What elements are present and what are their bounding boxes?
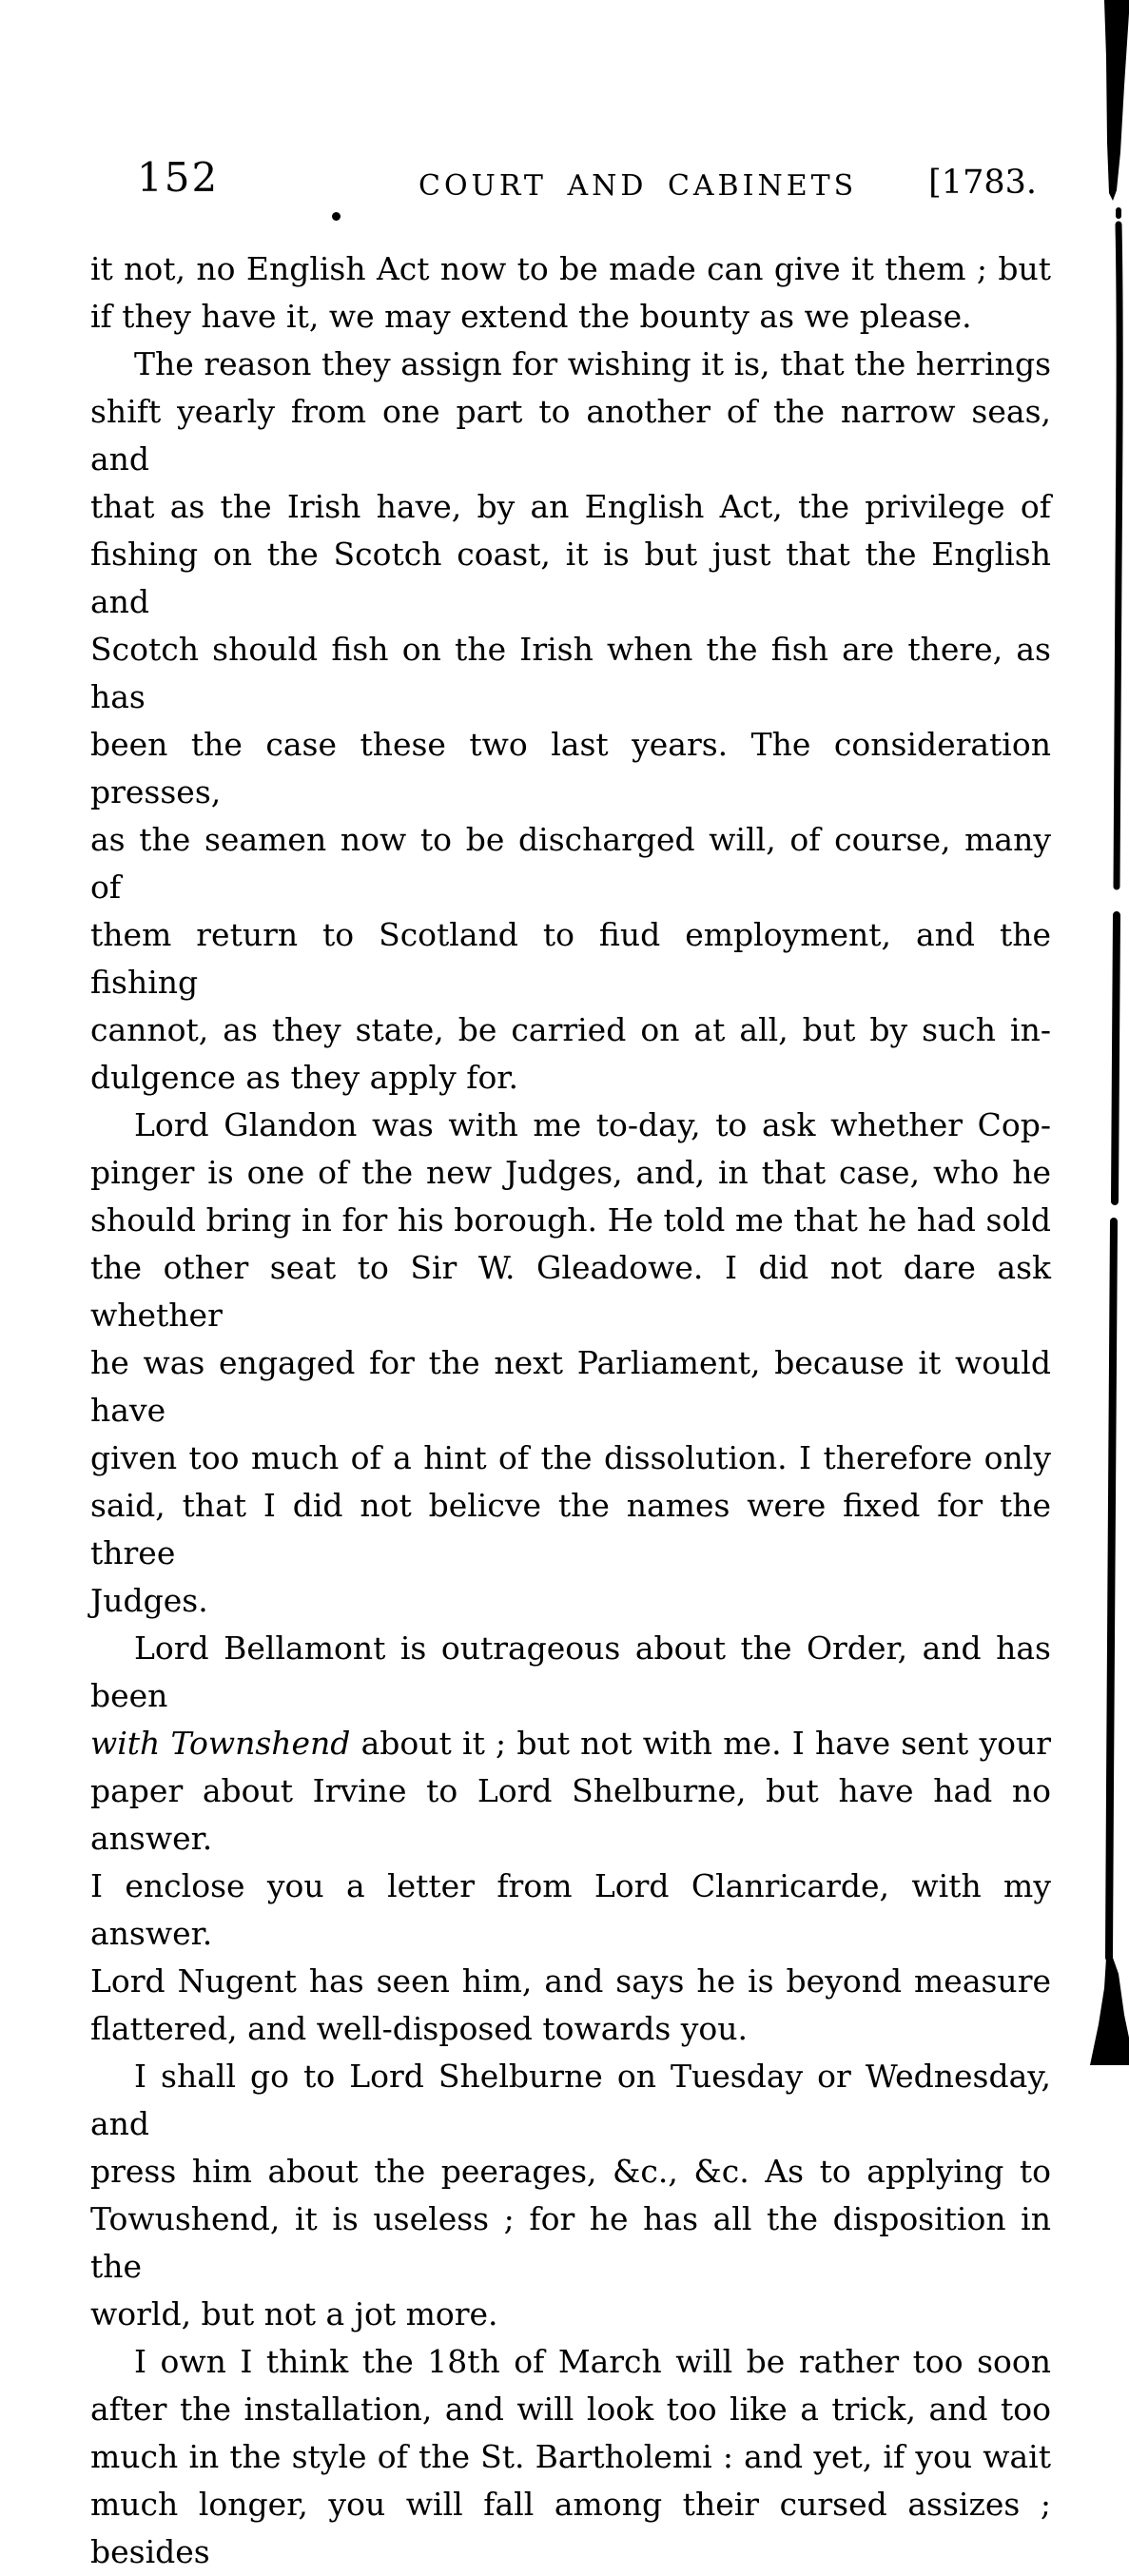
text-line: that as the Irish have, by an English Act, the privilege of — [90, 488, 1051, 525]
scan-ink-dash — [1116, 207, 1121, 219]
ink-speck — [332, 212, 341, 221]
scan-gutter-line-2 — [1115, 915, 1117, 1201]
text-line: dulgence as they apply for. — [90, 1059, 518, 1096]
text-line: cannot, as they state, be carried on at all, but by such in- — [90, 1011, 1051, 1048]
text-line: fishing on the Scotch coast, it is but just that the English and — [90, 536, 1051, 620]
text-line: as the seamen now to be discharged will, of course, many of — [90, 821, 1051, 906]
text-line: much longer, you will fall among their cursed assizes ; besides — [90, 2486, 1051, 2570]
text-line — [90, 1720, 1051, 1767]
text-line: the other seat to Sir W. Gleadowe. I did not dare ask whether — [90, 1249, 1051, 1334]
text-line: world, but not a jot more. — [90, 2295, 498, 2332]
italic-phrase: with Townshend — [90, 1725, 351, 1762]
text-line: paper about Irvine to Lord Shelburne, but have had no answer. — [90, 1772, 1051, 1857]
text-line: The reason they assign for wishing it is, that the herrings — [134, 345, 1051, 382]
text-block — [90, 245, 1051, 2576]
scan-gutter-line-3 — [1109, 1221, 1114, 1958]
text-line: Lord Glandon was with me to-day, to ask whether Cop- — [134, 1106, 1051, 1143]
text-line: given too much of a hint of the dissolution. I therefore only — [90, 1439, 1051, 1476]
text-line: flattered, and well-disposed towards you. — [90, 2010, 749, 2047]
text-line: should bring in for his borough. He told me that he had sold — [90, 1201, 1051, 1239]
margin-year: [1783. — [928, 164, 1037, 202]
page-number: 152 — [137, 154, 220, 201]
scan-gutter-artifact — [1081, 0, 1129, 2065]
text-line: I enclose you a letter from Lord Clanricarde, with my answer. — [90, 1867, 1051, 1952]
scan-ink-blob-bottom — [1090, 1958, 1129, 2065]
text-line: Lord Nugent has seen him, and says he is beyond measure — [90, 1962, 1051, 2000]
text-line: if they have it, we may extend the bounty as we please. — [90, 298, 972, 335]
text-line: said, that I did not belicve the names were fixed for the three — [90, 1487, 1051, 1571]
running-title: COURT AND CABINETS — [419, 169, 858, 203]
text-line: Scotch should fish on the Irish when the fish are there, as has — [90, 631, 1051, 715]
scan-ink-wedge-top — [1104, 0, 1129, 201]
text-line: it not, no English Act now to be made can give it them ; but — [90, 250, 1051, 287]
scan-gutter-line-1 — [1117, 224, 1119, 887]
text-segment: about it ; but not with me. I have sent your — [350, 1725, 1052, 1762]
text-line: shift yearly from one part to another of the narrow seas, and — [90, 393, 1051, 478]
text-line: after the installation, and will look too like a trick, and too — [90, 2391, 1051, 2428]
text-line: them return to Scotland to fiud employment, and the fishing — [90, 916, 1051, 1001]
text-line: I own I think the 18th of March will be rather too soon — [134, 2343, 1051, 2380]
text-line: I shall go to Lord Shelburne on Tuesday or Wednesday, and — [90, 2058, 1051, 2142]
text-line: been the case these two last years. The consideration presses, — [90, 726, 1051, 810]
text-line: pinger is one of the new Judges, and, in that case, who he — [90, 1154, 1051, 1191]
text-line: press him about the peerages, &c., &c. As to applying to — [90, 2153, 1051, 2190]
text-line: Judges. — [90, 1582, 208, 1619]
text-line: Towushend, it is useless ; for he has all the disposition in the — [90, 2200, 1051, 2285]
text-line: Lord Bellamont is outrageous about the Order, and has been — [90, 1630, 1051, 1714]
text-line: much in the style of the St. Bartholemi : and yet, if you wait — [90, 2438, 1051, 2475]
text-line: he was engaged for the next Parliament, because it would have — [90, 1344, 1051, 1429]
